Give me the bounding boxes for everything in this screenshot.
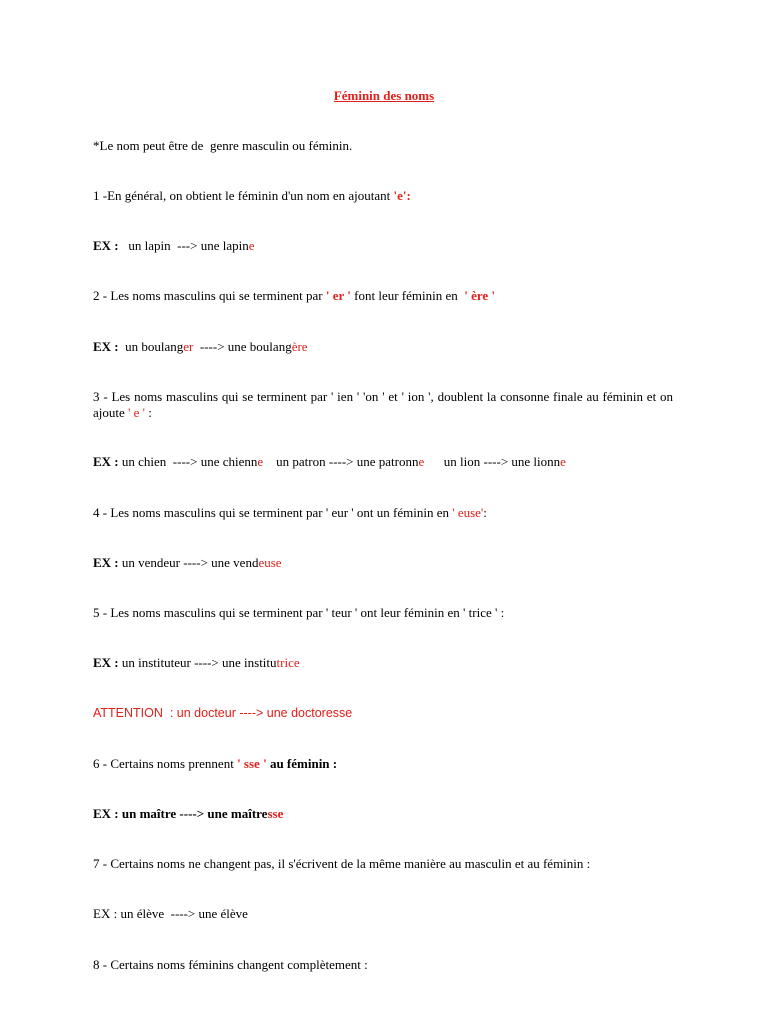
rule-2 bbox=[93, 288, 673, 304]
rule-4-text: 4 - Les noms masculins qui se terminent par ' eur ' ont un féminin en bbox=[93, 505, 453, 520]
example-5-label: EX : bbox=[93, 655, 119, 670]
example-2 bbox=[93, 339, 673, 355]
example-4-ending: euse bbox=[258, 555, 282, 570]
example-2-ending-b: ère bbox=[291, 339, 308, 354]
page-title: Féminin des noms bbox=[333, 88, 435, 103]
attention-note: ATTENTION : un docteur ----> une doctoresse bbox=[93, 706, 353, 720]
example-1-text: un lapin ---> une lapin bbox=[118, 238, 249, 253]
example-4 bbox=[93, 555, 673, 571]
rule-7: 7 - Certains noms ne changent pas, il s'écrivent de la même manière au masculin et au féminin : bbox=[93, 856, 591, 871]
example-6-label: EX : un maître ----> une maître bbox=[93, 806, 268, 821]
example-3-text-a: un chien ----> une chienn bbox=[118, 454, 258, 469]
example-1 bbox=[93, 238, 673, 254]
rule-3-end: : bbox=[144, 405, 152, 420]
rule-2-middle: font leur féminin en bbox=[350, 288, 465, 303]
intro-paragraph: *Le nom peut être de genre masculin ou féminin. bbox=[93, 138, 353, 153]
rule-4-end: : bbox=[483, 505, 487, 520]
rule-2-text: 2 - Les noms masculins qui se terminent par bbox=[93, 288, 326, 303]
example-3-text-c: un lion ----> une lionn bbox=[424, 454, 561, 469]
rule-8: 8 - Certains noms féminins changent complètement : bbox=[93, 957, 368, 972]
example-1-label: EX : bbox=[93, 238, 119, 253]
rule-3-text: 3 - Les noms masculins qui se terminent par ' ien ' 'on ' et ' ion ', doublent la consonne finale au féminin et on ajoute bbox=[93, 389, 673, 420]
example-3-ending-b: e bbox=[418, 454, 425, 469]
example-2-text-b: ----> une boulang bbox=[193, 339, 292, 354]
rule-6-text: 6 - Certains noms prennent bbox=[93, 756, 238, 771]
example-1-ending: e bbox=[248, 238, 255, 253]
example-3-ending-c: e bbox=[560, 454, 566, 469]
example-4-text: un vendeur ----> une vend bbox=[118, 555, 259, 570]
example-2-ending-a: er bbox=[183, 339, 194, 354]
rule-4-suffix: ' euse' bbox=[452, 505, 484, 520]
rule-3-suffix: ' e ' bbox=[128, 405, 145, 420]
example-2-label: EX : bbox=[93, 339, 119, 354]
rule-2-suffix-ere: ' ère ' bbox=[464, 288, 496, 303]
rule-1-suffix: 'e': bbox=[393, 188, 411, 203]
rule-6-end: au féminin : bbox=[266, 756, 338, 771]
example-5 bbox=[93, 655, 673, 671]
example-3-text-b: un patron ----> une patronn bbox=[263, 454, 419, 469]
example-3-label: EX : bbox=[93, 454, 119, 469]
rule-1 bbox=[93, 188, 673, 204]
rule-6 bbox=[93, 756, 673, 772]
example-3 bbox=[93, 454, 673, 470]
rule-3 bbox=[93, 389, 673, 421]
example-4-label: EX : bbox=[93, 555, 119, 570]
rule-1-text: 1 -En général, on obtient le féminin d'un nom en ajoutant bbox=[93, 188, 394, 203]
example-6-ending: sse bbox=[267, 806, 284, 821]
example-7: EX : un élève ----> une élève bbox=[93, 906, 248, 921]
rule-5: 5 - Les noms masculins qui se terminent par ' teur ' ont leur féminin en ' trice ' : bbox=[93, 605, 505, 620]
rule-4 bbox=[93, 505, 673, 521]
example-5-text: un instituteur ----> une institu bbox=[118, 655, 277, 670]
example-6 bbox=[93, 806, 673, 822]
rule-6-suffix: ' sse ' bbox=[237, 756, 267, 771]
rule-2-suffix-er: ' er ' bbox=[325, 288, 351, 303]
example-5-ending: trice bbox=[276, 655, 300, 670]
example-2-text-a: un boulang bbox=[118, 339, 184, 354]
example-3-ending-a: e bbox=[257, 454, 264, 469]
